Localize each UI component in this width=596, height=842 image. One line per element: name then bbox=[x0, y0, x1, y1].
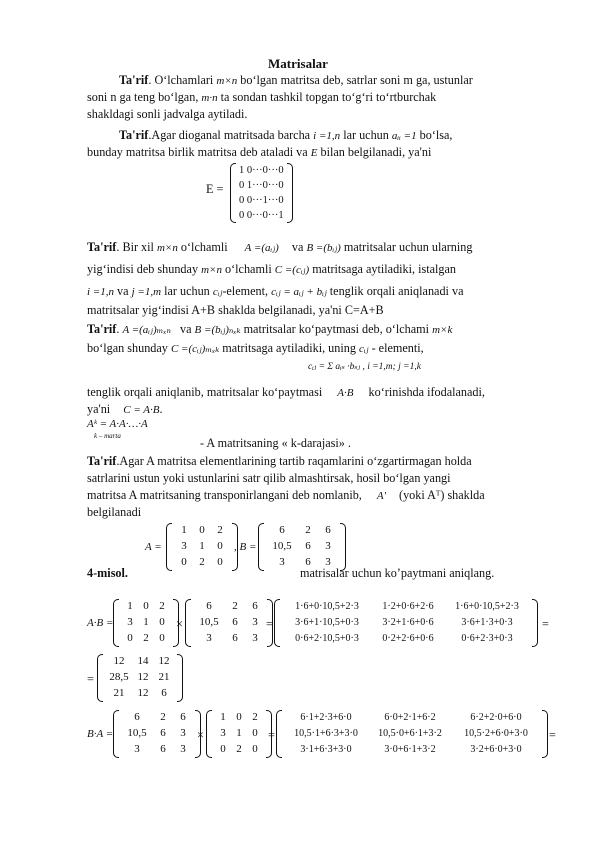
matrix-cell: 6 bbox=[160, 727, 166, 739]
identity-label: E = bbox=[206, 182, 224, 196]
ab-matrix-b bbox=[185, 599, 273, 647]
definition-transpose-line4: belgilanadi bbox=[87, 505, 142, 519]
definition-product-line1: Ta'rif. A =(aᵢⱼ)ₘₓₙ va B =(bᵢⱼ)ₙₓₖ matritsalar ko‘paytmasi deb, o‘lchami m×k bbox=[87, 322, 453, 336]
power-formula-subscript: k – marta bbox=[94, 432, 121, 440]
power-formula: Aᵏ = A·A·…·A bbox=[87, 418, 148, 430]
matrix-cell: 2 bbox=[236, 743, 242, 755]
matrix-cell: 3 bbox=[180, 727, 186, 739]
matrix-cell: 10,5 bbox=[272, 540, 292, 552]
matrix-cell: 1·2+0·6+2·6 bbox=[382, 601, 434, 612]
matrix-cell: 3 bbox=[279, 556, 285, 568]
ab-equals: = bbox=[266, 617, 273, 631]
definition-sum-line2: yig‘indisi deb shunday m×n o‘lchamli C =(cᵢⱼ) matritsaga aytiladiki, istalgan bbox=[87, 262, 457, 276]
definition-sum-line4: matritsalar yig‘indisi A+B shaklda belgilanadi, ya'ni C=A+B bbox=[87, 303, 384, 317]
definition-product-line3: tenglik orqali aniqlanib, matritsalar ko‘paytmasi A·B ko‘rinishda ifodalanadi, bbox=[87, 385, 485, 399]
matrix-cell: 1 bbox=[181, 524, 187, 536]
matrix-cell: 0 bbox=[127, 632, 133, 644]
matrix-cell: 3 bbox=[206, 632, 212, 644]
ab-matrix-a bbox=[113, 599, 179, 647]
matrix-cell: 12 bbox=[137, 671, 149, 683]
matrix-cell: 6 bbox=[161, 687, 167, 699]
matrix-cell: 3 bbox=[325, 540, 331, 552]
identity-row: 1 0···0···0 bbox=[239, 165, 284, 176]
definition-transpose-line1: Ta'rif.Agar A matritsa elementlarining tartib raqamlarini o‘zgartirmagan holda bbox=[87, 454, 472, 468]
identity-matrix bbox=[230, 163, 293, 223]
matrix-cell: 3 bbox=[252, 632, 258, 644]
matrix-cell: 2 bbox=[252, 711, 258, 723]
definition-identity-line1: Ta'rif.Agar dioganal matritsada barcha i =1,n lar uchun aᵢᵢ =1 bo‘lsa, bbox=[119, 128, 453, 142]
matrix-cell: 6 bbox=[232, 616, 238, 628]
matrix-cell: 3·0+6·1+3·2 bbox=[384, 744, 436, 755]
ab-label: A·B = bbox=[87, 617, 114, 629]
matrix-cell: 0·6+2·3+0·3 bbox=[461, 633, 513, 644]
page-title: Matrisalar bbox=[268, 56, 328, 71]
matrix-cell: 3 bbox=[220, 727, 226, 739]
matrix-cell: 10,5·0+6·1+3·2 bbox=[378, 728, 442, 739]
matrix-cell: 6·1+2·3+6·0 bbox=[300, 712, 352, 723]
matrix-cell: 3·6+1·3+0·3 bbox=[461, 617, 513, 628]
ba-label: B·A = bbox=[87, 728, 114, 740]
matrix-cell: 12 bbox=[113, 655, 125, 667]
matrix-cell: 10,5 bbox=[127, 727, 147, 739]
matrix-cell: 0 bbox=[220, 743, 226, 755]
matrix-a-label: A = bbox=[145, 541, 162, 553]
ba-equals-tail: = bbox=[549, 728, 556, 742]
matrix-cell: 0·6+2·10,5+0·3 bbox=[295, 633, 359, 644]
matrix-cell: 1 bbox=[127, 600, 133, 612]
matrix-cell: 21 bbox=[113, 687, 125, 699]
ab-expanded-matrix bbox=[274, 599, 538, 647]
matrix-cell: 10,5·1+6·3+3·0 bbox=[294, 728, 358, 739]
matrix-cell: 10,5·2+6·0+3·0 bbox=[464, 728, 528, 739]
definition-matrix-line3: shakldagi sonli jadvalga aytiladi. bbox=[87, 107, 248, 121]
matrix-cell: 3 bbox=[252, 616, 258, 628]
ab-times: × bbox=[176, 617, 183, 631]
matrix-cell: 6 bbox=[252, 600, 258, 612]
matrix-cell: 0 bbox=[252, 727, 258, 739]
matrix-a bbox=[166, 523, 238, 571]
definition-transpose-line2: satrlarini ustun yoki ustunlarini satr qilib almashtirsak, hosil bo‘lgan yangi bbox=[87, 471, 451, 485]
ba-expanded-matrix bbox=[276, 710, 548, 758]
matrix-cell: 2 bbox=[143, 632, 149, 644]
math-m-times-n: m×n bbox=[216, 75, 238, 87]
matrix-cell: 0 bbox=[143, 600, 149, 612]
identity-row: 0 1···0···0 bbox=[239, 180, 284, 191]
matrix-cell: 3·2+1·6+0·6 bbox=[382, 617, 434, 628]
matrix-cell: 3 bbox=[325, 556, 331, 568]
matrix-cell: 12 bbox=[137, 687, 149, 699]
matrix-cell: 6 bbox=[134, 711, 140, 723]
matrix-cell: 6 bbox=[232, 632, 238, 644]
matrix-cell: 3·6+1·10,5+0·3 bbox=[295, 617, 359, 628]
ba-matrix-b bbox=[113, 710, 201, 758]
ba-times: × bbox=[197, 728, 204, 742]
matrix-cell: 6·2+2·0+6·0 bbox=[470, 712, 522, 723]
product-formula: cᵢⱼ = Σ aᵢₛ ·bₛⱼ , i =1,m; j =1,k bbox=[308, 362, 421, 372]
definition-matrix-line2: soni n ga teng bo‘lgan, m·n ta sondan tashkil topgan to‘g‘ri to‘rtburchak bbox=[87, 90, 437, 104]
ba-equals: = bbox=[268, 728, 275, 742]
matrix-cell: 0 bbox=[159, 632, 165, 644]
example-task: matrisalar uchun ko’paytmani aniqlang. bbox=[300, 566, 495, 580]
term-tarif: Ta'rif bbox=[119, 73, 149, 87]
matrix-cell: 3·1+6·3+3·0 bbox=[300, 744, 352, 755]
matrix-cell: 1·6+0·10,5+2·3 bbox=[455, 601, 519, 612]
matrix-cell: 21 bbox=[158, 671, 170, 683]
matrix-cell: 0 bbox=[181, 556, 187, 568]
identity-row: 0 0···1···0 bbox=[239, 195, 284, 206]
matrix-cell: 3 bbox=[180, 743, 186, 755]
matrix-cell: 0 bbox=[217, 540, 223, 552]
matrix-cell: 0 bbox=[217, 556, 223, 568]
definition-matrix-line1: Ta'rif. O‘lchamlari m×n bo‘lgan matritsa deb, satrlar soni m ga, ustunlar bbox=[119, 73, 473, 87]
matrix-cell: 2 bbox=[160, 711, 166, 723]
matrix-cell: 6 bbox=[279, 524, 285, 536]
identity-row: 0 0···0···1 bbox=[239, 210, 284, 221]
math-m-dot-n: m·n bbox=[201, 92, 218, 104]
matrix-cell: 6 bbox=[160, 743, 166, 755]
matrix-cell: 1 bbox=[143, 616, 149, 628]
matrix-cell: 0·2+2·6+0·6 bbox=[382, 633, 434, 644]
matrix-cell: 6 bbox=[206, 600, 212, 612]
matrix-cell: 3 bbox=[134, 743, 140, 755]
matrix-cell: 0 bbox=[252, 743, 258, 755]
matrix-cell: 2 bbox=[232, 600, 238, 612]
ab-result-equals: = bbox=[87, 672, 94, 686]
matrix-cell: 6·0+2·1+6·2 bbox=[384, 712, 436, 723]
definition-product-line2: bo‘lgan shunday C =(cᵢⱼ)ₘₓₖ matritsaga aytiladiki, uning cᵢⱼ - elementi, bbox=[87, 341, 424, 355]
matrix-cell: 2 bbox=[159, 600, 165, 612]
definition-sum-line1: Ta'rif. Bir xil m×n o‘lchamli A =(aᵢⱼ) va B =(bᵢⱼ) matritsalar uchun ularning bbox=[87, 240, 473, 254]
matrix-cell: 0 bbox=[236, 711, 242, 723]
ab-result-matrix bbox=[97, 654, 183, 702]
matrix-cell: 10,5 bbox=[199, 616, 219, 628]
matrix-cell: 1·6+0·10,5+2·3 bbox=[295, 601, 359, 612]
ba-matrix-a bbox=[206, 710, 272, 758]
matrix-cell: 6 bbox=[305, 540, 311, 552]
example-label: 4-misol. bbox=[87, 566, 128, 580]
matrix-cell: 6 bbox=[325, 524, 331, 536]
matrix-cell: 3 bbox=[127, 616, 133, 628]
matrix-cell: 1 bbox=[236, 727, 242, 739]
matrix-cell: 2 bbox=[217, 524, 223, 536]
matrix-cell: 2 bbox=[305, 524, 311, 536]
ab-equals-tail: = bbox=[542, 617, 549, 631]
matrix-cell: 28,5 bbox=[109, 671, 129, 683]
matrix-cell: 3·2+6·0+3·0 bbox=[470, 744, 522, 755]
matrix-cell: 0 bbox=[159, 616, 165, 628]
definition-product-line4: ya'ni C = A·B. bbox=[87, 402, 163, 416]
matrix-cell: 6 bbox=[305, 556, 311, 568]
matrix-cell: 1 bbox=[220, 711, 226, 723]
definition-identity-line2: bunday matritsa birlik matritsa deb ataladi va E bilan belgilanadi, ya'ni bbox=[87, 145, 432, 159]
matrix-b bbox=[258, 523, 346, 571]
matrix-cell: 0 bbox=[199, 524, 205, 536]
matrix-cell: 2 bbox=[199, 556, 205, 568]
matrix-cell: 3 bbox=[181, 540, 187, 552]
definition-sum-line3: i =1,n va j =1,m lar uchun cᵢⱼ-element, cᵢⱼ = aᵢⱼ + bᵢⱼ tenglik orqali aniqlanadi va bbox=[87, 284, 464, 298]
matrix-cell: 14 bbox=[137, 655, 149, 667]
matrix-b-label: , B = bbox=[234, 541, 257, 553]
matrix-cell: 6 bbox=[180, 711, 186, 723]
definition-transpose-line3: matritsa A matritsaning transponirlangani deb nomlanib, A' (yoki Aᵀ) shaklda bbox=[87, 488, 485, 502]
matrix-cell: 1 bbox=[199, 540, 205, 552]
matrix-cell: 12 bbox=[158, 655, 170, 667]
power-definition-text: - A matritsaning « k-darajasi» . bbox=[200, 436, 351, 450]
